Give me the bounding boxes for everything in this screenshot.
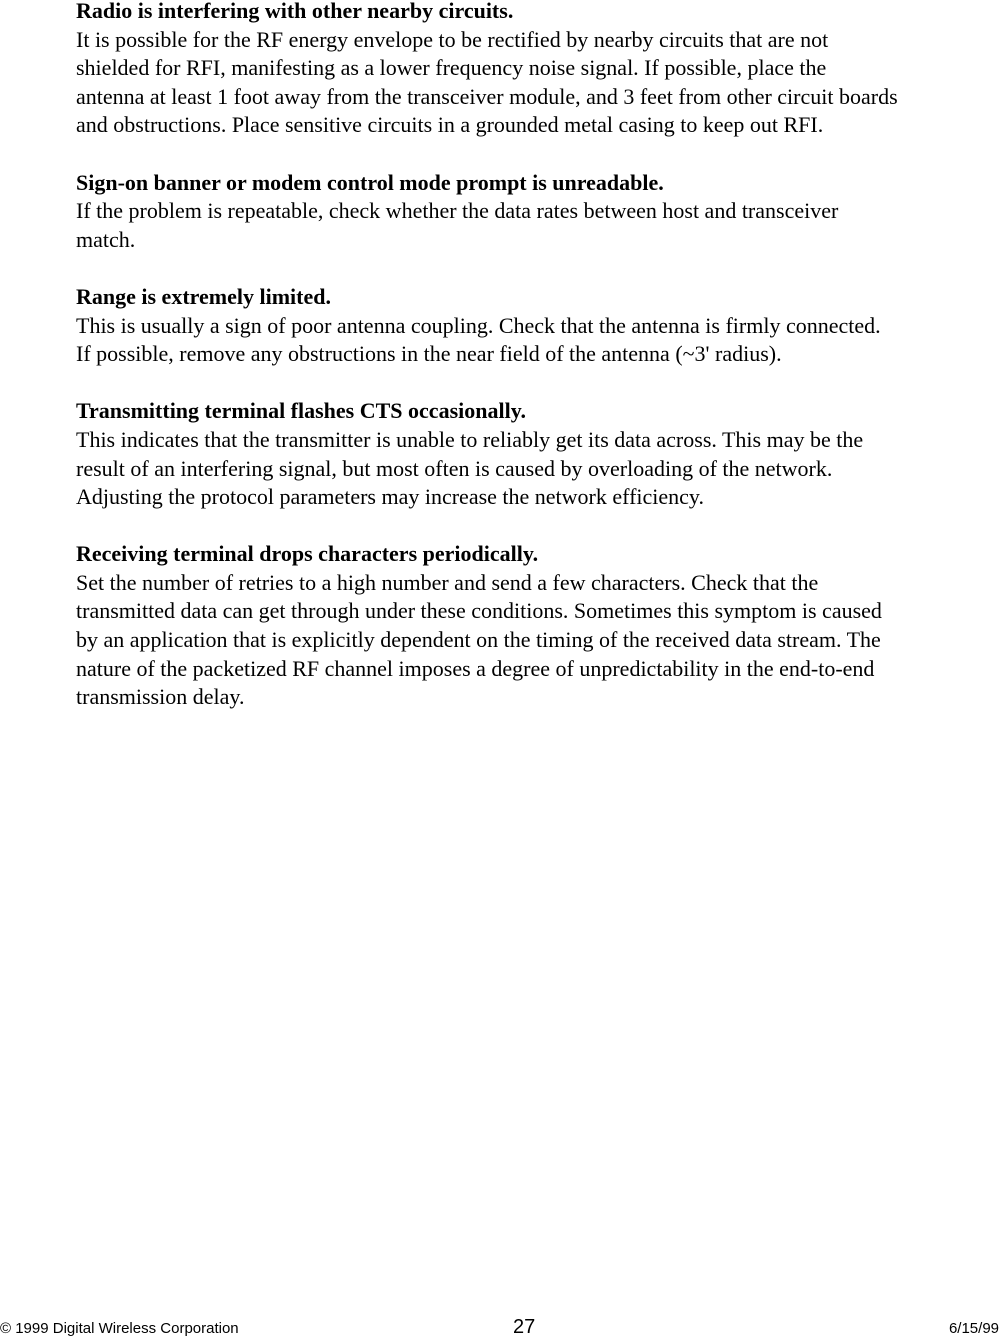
- footer-date: 6/15/99: [948, 1320, 999, 1337]
- section-heading: Transmitting terminal flashes CTS occasionally.: [76, 398, 526, 424]
- section-radio-interference: [76, 0, 1008, 140]
- paragraph-line: result of an interfering signal, but most often is caused by overloading of the network.: [76, 455, 833, 481]
- section-heading: Sign-on banner or modem control mode prompt is unreadable.: [76, 169, 664, 195]
- footer-copyright: © 1999 Digital Wireless Corporation: [0, 1320, 239, 1337]
- paragraph-line: nature of the packetized RF channel imposes a degree of unpredictability in the end-to-end: [76, 655, 875, 681]
- paragraph-line: shielded for RFI, manifesting as a lower frequency noise signal. If possible, place the: [76, 55, 827, 81]
- section-heading: Radio is interfering with other nearby circuits.: [76, 0, 514, 23]
- paragraph-line: and obstructions. Place sensitive circuits in a grounded metal casing to keep out RFI.: [76, 112, 824, 138]
- page-footer: [0, 1318, 1008, 1338]
- section-limited-range: [76, 283, 1008, 369]
- section-dropped-characters: [76, 540, 1008, 712]
- paragraph-line: It is possible for the RF energy envelope to be rectified by nearby circuits that are not: [76, 26, 829, 52]
- paragraph-line: This indicates that the transmitter is unable to reliably get its data across. This may be the: [76, 426, 864, 452]
- paragraph-line: antenna at least 1 foot away from the transceiver module, and 3 feet from other circuit boards: [76, 83, 898, 109]
- footer-page-number: 27: [513, 1316, 536, 1338]
- document-body: [76, 0, 1008, 740]
- paragraph-line: Set the number of retries to a high number and send a few characters. Check that the: [76, 569, 819, 595]
- section-heading: Receiving terminal drops characters periodically.: [76, 541, 539, 567]
- paragraph-line: Adjusting the protocol parameters may increase the network efficiency.: [76, 484, 704, 510]
- paragraph-line: This is usually a sign of poor antenna coupling. Check that the antenna is firmly connected.: [76, 312, 881, 338]
- paragraph-line: by an application that is explicitly dependent on the timing of the received data stream. The: [76, 627, 881, 653]
- paragraph-line: If the problem is repeatable, check whether the data rates between host and transceiver: [76, 198, 839, 224]
- section-cts-flashes: [76, 397, 1008, 511]
- paragraph-line: transmission delay.: [76, 684, 245, 710]
- paragraph-line: match.: [76, 226, 136, 252]
- section-unreadable-banner: [76, 169, 1008, 255]
- paragraph-line: transmitted data can get through under these conditions. Sometimes this symptom is caused: [76, 598, 882, 624]
- paragraph-line: If possible, remove any obstructions in the near field of the antenna (~3' radius).: [76, 341, 782, 367]
- section-heading: Range is extremely limited.: [76, 283, 331, 309]
